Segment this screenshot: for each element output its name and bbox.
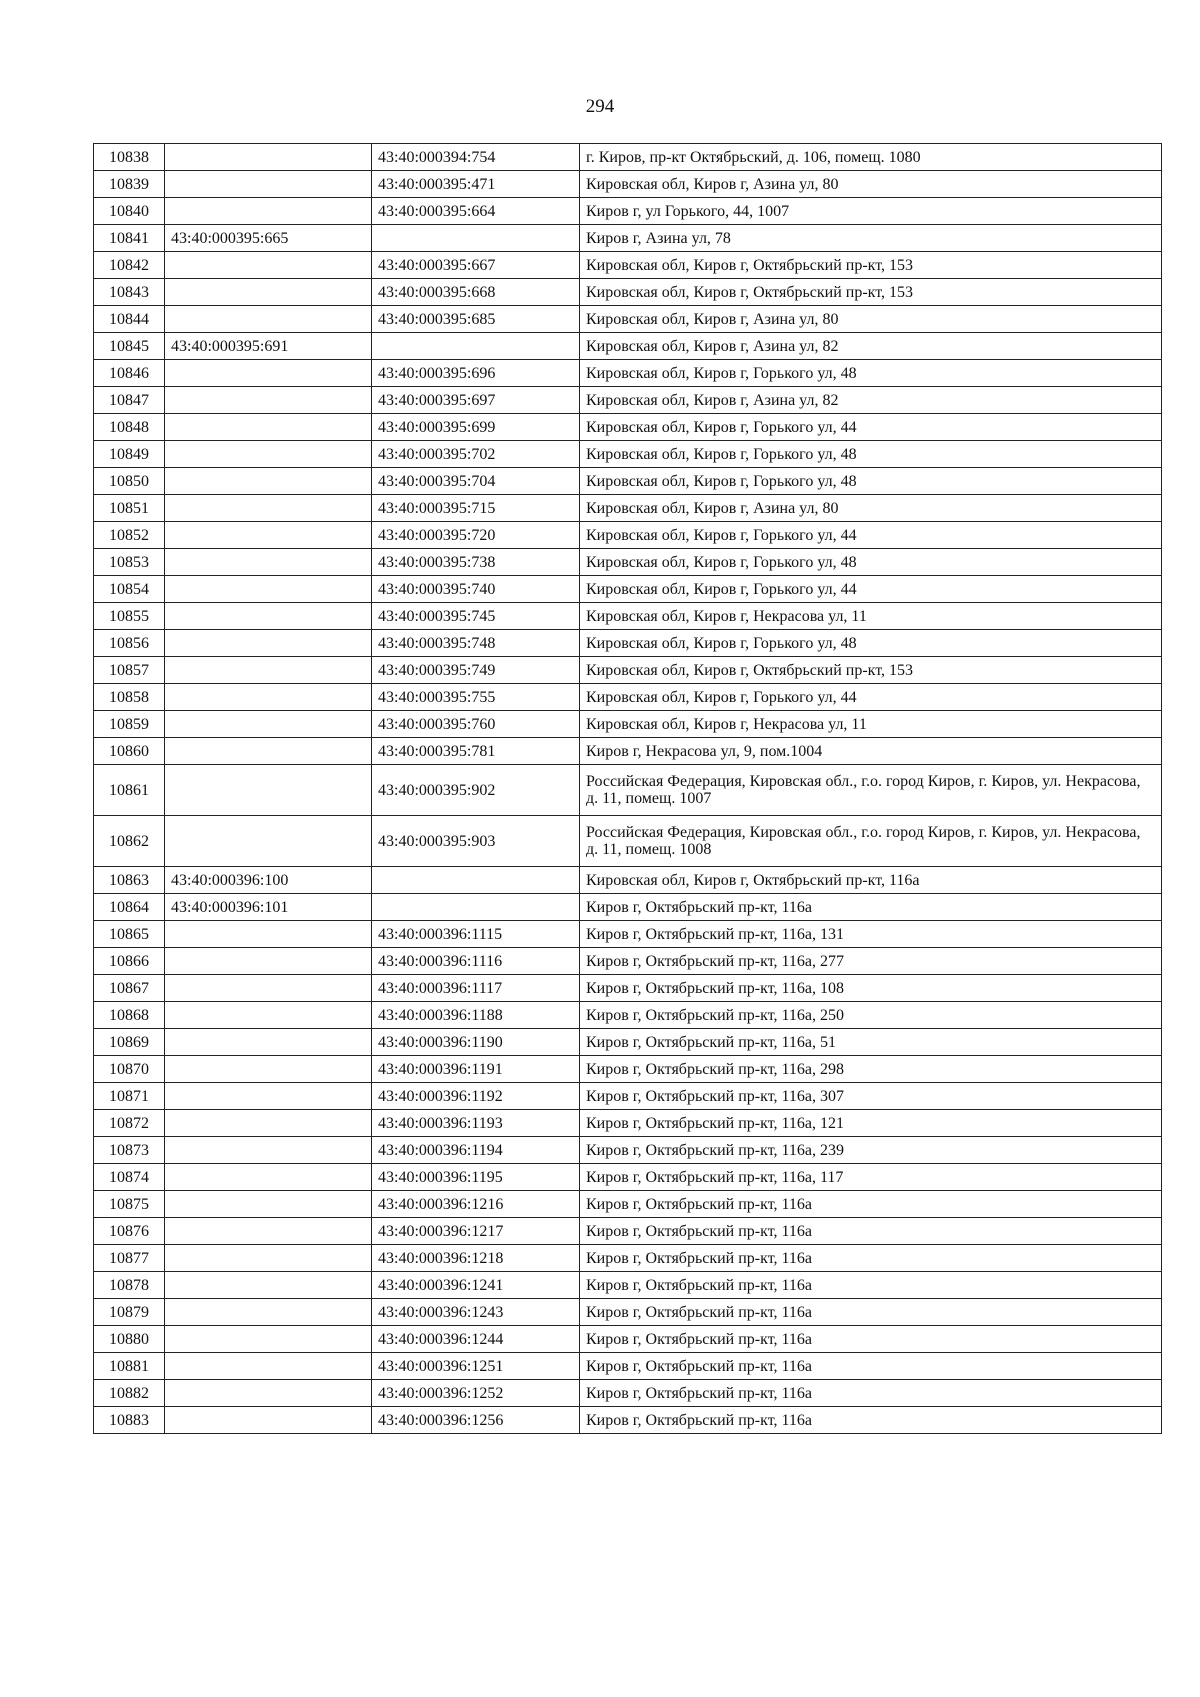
address-cell: Кировская обл, Киров г, Горького ул, 44 bbox=[580, 522, 1162, 549]
row-number-cell: 10843 bbox=[94, 279, 165, 306]
row-number-cell: 10879 bbox=[94, 1299, 165, 1326]
row-number-cell: 10871 bbox=[94, 1083, 165, 1110]
row-number-cell: 10870 bbox=[94, 1056, 165, 1083]
object-cadastral-cell: 43:40:000395:902 bbox=[372, 765, 580, 816]
address-cell: Киров г, Октябрьский пр-кт, 116а, 108 bbox=[580, 975, 1162, 1002]
address-cell: Кировская обл, Киров г, Горького ул, 48 bbox=[580, 360, 1162, 387]
address-cell: Киров г, Октябрьский пр-кт, 116а bbox=[580, 1407, 1162, 1434]
table-row bbox=[94, 171, 1162, 198]
row-number-cell: 10848 bbox=[94, 414, 165, 441]
address-cell: Киров г, Октябрьский пр-кт, 116а bbox=[580, 1353, 1162, 1380]
property-registry-table bbox=[93, 143, 1162, 1434]
object-cadastral-cell: 43:40:000396:1218 bbox=[372, 1245, 580, 1272]
object-cadastral-cell: 43:40:000395:696 bbox=[372, 360, 580, 387]
table-row bbox=[94, 1002, 1162, 1029]
object-cadastral-cell: 43:40:000396:1191 bbox=[372, 1056, 580, 1083]
object-cadastral-cell: 43:40:000395:668 bbox=[372, 279, 580, 306]
table-row bbox=[94, 225, 1162, 252]
land-cadastral-cell: 43:40:000396:100 bbox=[165, 867, 372, 894]
land-cadastral-cell bbox=[165, 576, 372, 603]
land-cadastral-cell bbox=[165, 1353, 372, 1380]
address-cell: Кировская обл, Киров г, Октябрьский пр-кт, 153 bbox=[580, 252, 1162, 279]
land-cadastral-cell bbox=[165, 1326, 372, 1353]
table-row bbox=[94, 144, 1162, 171]
address-cell: Кировская обл, Киров г, Октябрьский пр-кт, 153 bbox=[580, 279, 1162, 306]
address-cell: Киров г, Октябрьский пр-кт, 116а, 121 bbox=[580, 1110, 1162, 1137]
land-cadastral-cell bbox=[165, 144, 372, 171]
row-number-cell: 10855 bbox=[94, 603, 165, 630]
object-cadastral-cell: 43:40:000396:1216 bbox=[372, 1191, 580, 1218]
row-number-cell: 10858 bbox=[94, 684, 165, 711]
address-cell: Кировская обл, Киров г, Азина ул, 82 bbox=[580, 387, 1162, 414]
land-cadastral-cell bbox=[165, 360, 372, 387]
object-cadastral-cell: 43:40:000395:699 bbox=[372, 414, 580, 441]
address-cell: Киров г, Октябрьский пр-кт, 116а, 239 bbox=[580, 1137, 1162, 1164]
page-number: 294 bbox=[585, 96, 615, 117]
table-row bbox=[94, 816, 1162, 867]
land-cadastral-cell bbox=[165, 711, 372, 738]
row-number-cell: 10860 bbox=[94, 738, 165, 765]
object-cadastral-cell: 43:40:000395:748 bbox=[372, 630, 580, 657]
row-number-cell: 10839 bbox=[94, 171, 165, 198]
row-number-cell: 10859 bbox=[94, 711, 165, 738]
row-number-cell: 10872 bbox=[94, 1110, 165, 1137]
land-cadastral-cell: 43:40:000396:101 bbox=[165, 894, 372, 921]
address-cell: Кировская обл, Киров г, Некрасова ул, 11 bbox=[580, 711, 1162, 738]
object-cadastral-cell: 43:40:000396:1193 bbox=[372, 1110, 580, 1137]
row-number-cell: 10861 bbox=[94, 765, 165, 816]
object-cadastral-cell: 43:40:000395:738 bbox=[372, 549, 580, 576]
row-number-cell: 10875 bbox=[94, 1191, 165, 1218]
object-cadastral-cell bbox=[372, 225, 580, 252]
address-cell: Кировская обл, Киров г, Горького ул, 48 bbox=[580, 630, 1162, 657]
land-cadastral-cell bbox=[165, 630, 372, 657]
land-cadastral-cell bbox=[165, 468, 372, 495]
row-number-cell: 10874 bbox=[94, 1164, 165, 1191]
object-cadastral-cell: 43:40:000396:1252 bbox=[372, 1380, 580, 1407]
row-number-cell: 10849 bbox=[94, 441, 165, 468]
table-row bbox=[94, 765, 1162, 816]
address-cell: Российская Федерация, Кировская обл., г.о. город Киров, г. Киров, ул. Некрасова, д. 11, помещ. 1007 bbox=[580, 765, 1162, 816]
address-cell: Киров г, Октябрьский пр-кт, 116а, 51 bbox=[580, 1029, 1162, 1056]
object-cadastral-cell: 43:40:000394:754 bbox=[372, 144, 580, 171]
object-cadastral-cell: 43:40:000396:1243 bbox=[372, 1299, 580, 1326]
table-row bbox=[94, 549, 1162, 576]
address-cell: Киров г, Октябрьский пр-кт, 116а bbox=[580, 1272, 1162, 1299]
row-number-cell: 10854 bbox=[94, 576, 165, 603]
table-row bbox=[94, 1299, 1162, 1326]
address-cell: Киров г, Октябрьский пр-кт, 116а, 298 bbox=[580, 1056, 1162, 1083]
address-cell: Киров г, ул Горького, 44, 1007 bbox=[580, 198, 1162, 225]
land-cadastral-cell bbox=[165, 1380, 372, 1407]
address-cell: Кировская обл, Киров г, Некрасова ул, 11 bbox=[580, 603, 1162, 630]
table-row bbox=[94, 522, 1162, 549]
table-row bbox=[94, 630, 1162, 657]
object-cadastral-cell: 43:40:000395:664 bbox=[372, 198, 580, 225]
object-cadastral-cell: 43:40:000395:760 bbox=[372, 711, 580, 738]
object-cadastral-cell: 43:40:000395:781 bbox=[372, 738, 580, 765]
table-row bbox=[94, 1245, 1162, 1272]
land-cadastral-cell: 43:40:000395:665 bbox=[165, 225, 372, 252]
table-row bbox=[94, 198, 1162, 225]
land-cadastral-cell bbox=[165, 684, 372, 711]
object-cadastral-cell: 43:40:000395:685 bbox=[372, 306, 580, 333]
address-cell: г. Киров, пр-кт Октябрьский, д. 106, помещ. 1080 bbox=[580, 144, 1162, 171]
land-cadastral-cell bbox=[165, 1029, 372, 1056]
object-cadastral-cell: 43:40:000396:1117 bbox=[372, 975, 580, 1002]
registry-body bbox=[94, 144, 1162, 1434]
row-number-cell: 10838 bbox=[94, 144, 165, 171]
row-number-cell: 10876 bbox=[94, 1218, 165, 1245]
land-cadastral-cell: 43:40:000395:691 bbox=[165, 333, 372, 360]
row-number-cell: 10846 bbox=[94, 360, 165, 387]
address-cell: Киров г, Октябрьский пр-кт, 116а, 250 bbox=[580, 1002, 1162, 1029]
land-cadastral-cell bbox=[165, 252, 372, 279]
address-cell: Кировская обл, Киров г, Горького ул, 44 bbox=[580, 576, 1162, 603]
address-cell: Киров г, Октябрьский пр-кт, 116а, 117 bbox=[580, 1164, 1162, 1191]
land-cadastral-cell bbox=[165, 1137, 372, 1164]
table-row bbox=[94, 1110, 1162, 1137]
address-cell: Киров г, Азина ул, 78 bbox=[580, 225, 1162, 252]
table-row bbox=[94, 333, 1162, 360]
land-cadastral-cell bbox=[165, 765, 372, 816]
land-cadastral-cell bbox=[165, 975, 372, 1002]
object-cadastral-cell: 43:40:000395:704 bbox=[372, 468, 580, 495]
table-row bbox=[94, 576, 1162, 603]
table-row bbox=[94, 738, 1162, 765]
land-cadastral-cell bbox=[165, 1110, 372, 1137]
row-number-cell: 10868 bbox=[94, 1002, 165, 1029]
table-row bbox=[94, 1191, 1162, 1218]
object-cadastral-cell: 43:40:000396:1256 bbox=[372, 1407, 580, 1434]
land-cadastral-cell bbox=[165, 1272, 372, 1299]
land-cadastral-cell bbox=[165, 921, 372, 948]
row-number-cell: 10864 bbox=[94, 894, 165, 921]
address-cell: Кировская обл, Киров г, Горького ул, 48 bbox=[580, 549, 1162, 576]
object-cadastral-cell: 43:40:000396:1116 bbox=[372, 948, 580, 975]
land-cadastral-cell bbox=[165, 387, 372, 414]
land-cadastral-cell bbox=[165, 1245, 372, 1272]
address-cell: Кировская обл, Киров г, Октябрьский пр-кт, 153 bbox=[580, 657, 1162, 684]
row-number-cell: 10845 bbox=[94, 333, 165, 360]
object-cadastral-cell: 43:40:000396:1190 bbox=[372, 1029, 580, 1056]
table-row bbox=[94, 921, 1162, 948]
row-number-cell: 10877 bbox=[94, 1245, 165, 1272]
land-cadastral-cell bbox=[165, 738, 372, 765]
row-number-cell: 10851 bbox=[94, 495, 165, 522]
table-row bbox=[94, 1218, 1162, 1245]
table-row bbox=[94, 306, 1162, 333]
table-row bbox=[94, 387, 1162, 414]
object-cadastral-cell: 43:40:000396:1194 bbox=[372, 1137, 580, 1164]
object-cadastral-cell bbox=[372, 333, 580, 360]
land-cadastral-cell bbox=[165, 603, 372, 630]
object-cadastral-cell: 43:40:000395:702 bbox=[372, 441, 580, 468]
table-row bbox=[94, 657, 1162, 684]
table-row bbox=[94, 867, 1162, 894]
object-cadastral-cell bbox=[372, 867, 580, 894]
row-number-cell: 10881 bbox=[94, 1353, 165, 1380]
row-number-cell: 10852 bbox=[94, 522, 165, 549]
table-row bbox=[94, 1056, 1162, 1083]
row-number-cell: 10883 bbox=[94, 1407, 165, 1434]
row-number-cell: 10882 bbox=[94, 1380, 165, 1407]
land-cadastral-cell bbox=[165, 1407, 372, 1434]
row-number-cell: 10850 bbox=[94, 468, 165, 495]
table-row bbox=[94, 1326, 1162, 1353]
object-cadastral-cell: 43:40:000396:1195 bbox=[372, 1164, 580, 1191]
land-cadastral-cell bbox=[165, 549, 372, 576]
address-cell: Киров г, Октябрьский пр-кт, 116а bbox=[580, 1218, 1162, 1245]
land-cadastral-cell bbox=[165, 495, 372, 522]
land-cadastral-cell bbox=[165, 414, 372, 441]
row-number-cell: 10847 bbox=[94, 387, 165, 414]
land-cadastral-cell bbox=[165, 522, 372, 549]
row-number-cell: 10880 bbox=[94, 1326, 165, 1353]
address-cell: Кировская обл, Киров г, Октябрьский пр-кт, 116а bbox=[580, 867, 1162, 894]
address-cell: Кировская обл, Киров г, Горького ул, 48 bbox=[580, 441, 1162, 468]
table-row bbox=[94, 711, 1162, 738]
object-cadastral-cell: 43:40:000396:1244 bbox=[372, 1326, 580, 1353]
row-number-cell: 10862 bbox=[94, 816, 165, 867]
object-cadastral-cell: 43:40:000395:740 bbox=[372, 576, 580, 603]
table-row bbox=[94, 684, 1162, 711]
object-cadastral-cell: 43:40:000395:720 bbox=[372, 522, 580, 549]
address-cell: Кировская обл, Киров г, Горького ул, 48 bbox=[580, 468, 1162, 495]
land-cadastral-cell bbox=[165, 198, 372, 225]
table-row bbox=[94, 1164, 1162, 1191]
address-cell: Киров г, Октябрьский пр-кт, 116а bbox=[580, 1326, 1162, 1353]
object-cadastral-cell: 43:40:000395:749 bbox=[372, 657, 580, 684]
object-cadastral-cell: 43:40:000395:697 bbox=[372, 387, 580, 414]
table-row bbox=[94, 441, 1162, 468]
table-row bbox=[94, 495, 1162, 522]
address-cell: Киров г, Октябрьский пр-кт, 116а, 277 bbox=[580, 948, 1162, 975]
object-cadastral-cell: 43:40:000395:667 bbox=[372, 252, 580, 279]
table-row bbox=[94, 603, 1162, 630]
address-cell: Киров г, Некрасова ул, 9, пом.1004 bbox=[580, 738, 1162, 765]
land-cadastral-cell bbox=[165, 1218, 372, 1245]
object-cadastral-cell: 43:40:000395:903 bbox=[372, 816, 580, 867]
address-cell: Кировская обл, Киров г, Азина ул, 82 bbox=[580, 333, 1162, 360]
land-cadastral-cell bbox=[165, 1299, 372, 1326]
object-cadastral-cell: 43:40:000396:1115 bbox=[372, 921, 580, 948]
table-row bbox=[94, 414, 1162, 441]
address-cell: Киров г, Октябрьский пр-кт, 116а bbox=[580, 894, 1162, 921]
address-cell: Российская Федерация, Кировская обл., г.о. город Киров, г. Киров, ул. Некрасова, д. 11, помещ. 1008 bbox=[580, 816, 1162, 867]
address-cell: Киров г, Октябрьский пр-кт, 116а bbox=[580, 1299, 1162, 1326]
object-cadastral-cell: 43:40:000396:1217 bbox=[372, 1218, 580, 1245]
row-number-cell: 10863 bbox=[94, 867, 165, 894]
table-row bbox=[94, 279, 1162, 306]
address-cell: Кировская обл, Киров г, Азина ул, 80 bbox=[580, 306, 1162, 333]
table-row bbox=[94, 1380, 1162, 1407]
table-row bbox=[94, 1137, 1162, 1164]
land-cadastral-cell bbox=[165, 1164, 372, 1191]
object-cadastral-cell: 43:40:000396:1241 bbox=[372, 1272, 580, 1299]
address-cell: Киров г, Октябрьский пр-кт, 116а, 131 bbox=[580, 921, 1162, 948]
row-number-cell: 10842 bbox=[94, 252, 165, 279]
table-row bbox=[94, 1029, 1162, 1056]
row-number-cell: 10866 bbox=[94, 948, 165, 975]
table-row bbox=[94, 948, 1162, 975]
address-cell: Киров г, Октябрьский пр-кт, 116а bbox=[580, 1245, 1162, 1272]
table-row bbox=[94, 894, 1162, 921]
land-cadastral-cell bbox=[165, 1002, 372, 1029]
table-row bbox=[94, 468, 1162, 495]
land-cadastral-cell bbox=[165, 279, 372, 306]
object-cadastral-cell: 43:40:000396:1251 bbox=[372, 1353, 580, 1380]
object-cadastral-cell: 43:40:000395:745 bbox=[372, 603, 580, 630]
row-number-cell: 10841 bbox=[94, 225, 165, 252]
row-number-cell: 10869 bbox=[94, 1029, 165, 1056]
table-row bbox=[94, 1272, 1162, 1299]
address-cell: Кировская обл, Киров г, Азина ул, 80 bbox=[580, 495, 1162, 522]
row-number-cell: 10865 bbox=[94, 921, 165, 948]
land-cadastral-cell bbox=[165, 657, 372, 684]
land-cadastral-cell bbox=[165, 1056, 372, 1083]
object-cadastral-cell: 43:40:000395:471 bbox=[372, 171, 580, 198]
address-cell: Киров г, Октябрьский пр-кт, 116а, 307 bbox=[580, 1083, 1162, 1110]
row-number-cell: 10844 bbox=[94, 306, 165, 333]
row-number-cell: 10878 bbox=[94, 1272, 165, 1299]
address-cell: Киров г, Октябрьский пр-кт, 116а bbox=[580, 1380, 1162, 1407]
table-row bbox=[94, 252, 1162, 279]
address-cell: Кировская обл, Киров г, Горького ул, 44 bbox=[580, 414, 1162, 441]
land-cadastral-cell bbox=[165, 948, 372, 975]
object-cadastral-cell bbox=[372, 894, 580, 921]
land-cadastral-cell bbox=[165, 1191, 372, 1218]
table-row bbox=[94, 1353, 1162, 1380]
object-cadastral-cell: 43:40:000395:715 bbox=[372, 495, 580, 522]
table-row bbox=[94, 1083, 1162, 1110]
land-cadastral-cell bbox=[165, 816, 372, 867]
object-cadastral-cell: 43:40:000395:755 bbox=[372, 684, 580, 711]
address-cell: Кировская обл, Киров г, Азина ул, 80 bbox=[580, 171, 1162, 198]
land-cadastral-cell bbox=[165, 171, 372, 198]
table-row bbox=[94, 975, 1162, 1002]
object-cadastral-cell: 43:40:000396:1192 bbox=[372, 1083, 580, 1110]
row-number-cell: 10873 bbox=[94, 1137, 165, 1164]
object-cadastral-cell: 43:40:000396:1188 bbox=[372, 1002, 580, 1029]
address-cell: Кировская обл, Киров г, Горького ул, 44 bbox=[580, 684, 1162, 711]
row-number-cell: 10867 bbox=[94, 975, 165, 1002]
address-cell: Киров г, Октябрьский пр-кт, 116а bbox=[580, 1191, 1162, 1218]
land-cadastral-cell bbox=[165, 441, 372, 468]
row-number-cell: 10857 bbox=[94, 657, 165, 684]
row-number-cell: 10856 bbox=[94, 630, 165, 657]
row-number-cell: 10853 bbox=[94, 549, 165, 576]
land-cadastral-cell bbox=[165, 1083, 372, 1110]
row-number-cell: 10840 bbox=[94, 198, 165, 225]
land-cadastral-cell bbox=[165, 306, 372, 333]
table-row bbox=[94, 1407, 1162, 1434]
table-row bbox=[94, 360, 1162, 387]
